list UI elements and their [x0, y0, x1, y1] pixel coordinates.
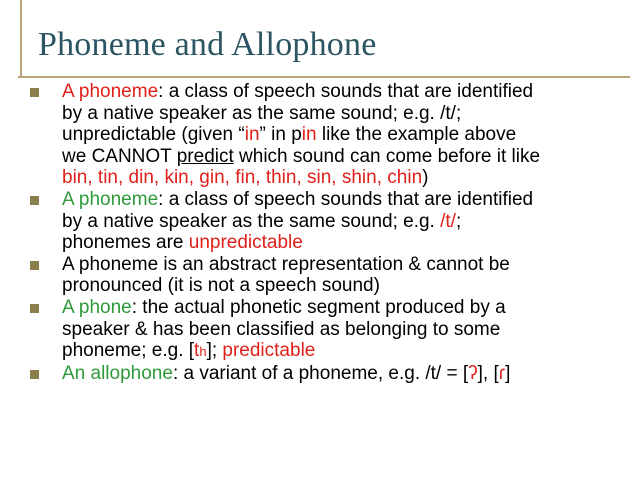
text-segment: in: [301, 124, 317, 146]
text-segment: unpredictable: [188, 232, 303, 254]
bullet-line: [62, 124, 628, 146]
square-bullet-icon: [30, 370, 39, 379]
bullet-line: [62, 254, 628, 276]
bullet-item-phoneme-abstract: [28, 254, 628, 297]
square-bullet-icon: [30, 261, 39, 270]
bullet-line: [62, 146, 628, 168]
bullet-line: [62, 81, 628, 103]
text-segment: phoneme; e.g. [: [62, 340, 195, 362]
text-segment: : the actual phonetic segment produced by a: [131, 296, 506, 318]
text-segment: like the example above: [316, 124, 517, 146]
text-segment: which sound can come before it like: [233, 145, 541, 167]
text-segment: ” in p: [259, 124, 302, 146]
text-segment: /t/: [440, 210, 456, 232]
bullet-item-phone-definition: [28, 297, 628, 363]
bullet-line: [62, 103, 628, 125]
text-segment: : a class of speech sounds that are identified: [158, 81, 534, 102]
text-segment: : a variant of a phoneme, e.g. /t/ = [: [172, 362, 469, 384]
bullet-list: [28, 81, 628, 384]
text-segment: t: [194, 340, 200, 362]
text-segment: ;: [455, 210, 462, 232]
text-segment: phonemes are: [62, 232, 189, 254]
text-segment: A phone: [62, 296, 132, 318]
bullet-line: [62, 211, 628, 233]
text-segment: h: [199, 344, 207, 360]
bullet-line: [62, 275, 628, 297]
title-accent-vertical-line: [20, 0, 22, 78]
text-segment: ];: [206, 340, 223, 362]
title-accent-horizontal-line: [18, 76, 630, 78]
text-segment: A phoneme is an abstract representation & cannot be: [62, 253, 510, 275]
square-bullet-icon: [30, 304, 39, 313]
text-segment: speaker & has been classified as belonging to some: [62, 318, 501, 340]
text-segment: ɾ: [498, 362, 506, 384]
text-segment: predict: [176, 145, 234, 167]
slide-title: Phoneme and Allophone: [38, 26, 377, 63]
bullet-item-phoneme-unpredictable: [28, 189, 628, 254]
text-segment: : a class of speech sounds that are identified: [158, 188, 534, 210]
text-segment: we CANNOT: [62, 145, 177, 167]
text-segment: A phoneme: [62, 81, 159, 102]
square-bullet-icon: [30, 196, 39, 205]
bullet-line: [62, 232, 628, 254]
text-segment: An allophone: [62, 362, 173, 384]
bullet-item-allophone-definition: [28, 363, 628, 385]
text-segment: bin, tin, din, kin, gin, fin, thin, sin, shin, chin: [62, 167, 423, 189]
bullet-line: [62, 319, 628, 341]
bullet-line: [62, 363, 628, 385]
text-segment: ): [422, 167, 429, 189]
text-segment: unpredictable (given “: [62, 124, 245, 146]
bullet-item-phoneme-definition: [28, 81, 628, 189]
text-segment: in: [244, 124, 260, 146]
text-segment: ], [: [477, 362, 499, 384]
bullet-line: [62, 167, 628, 189]
bullet-line: [62, 189, 628, 211]
text-segment: A phoneme: [62, 188, 159, 210]
bullet-line: [62, 297, 628, 319]
text-segment: ʔ: [468, 362, 478, 384]
square-bullet-icon: [30, 88, 39, 97]
text-segment: by a native speaker as the same sound; e.g. /t/;: [62, 102, 462, 124]
text-segment: predictable: [222, 340, 316, 362]
text-segment: ]: [505, 362, 511, 384]
bullet-line: [62, 340, 628, 363]
text-segment: pronounced (it is not a speech sound): [62, 275, 380, 297]
text-segment: by a native speaker as the same sound; e.g.: [62, 210, 441, 232]
